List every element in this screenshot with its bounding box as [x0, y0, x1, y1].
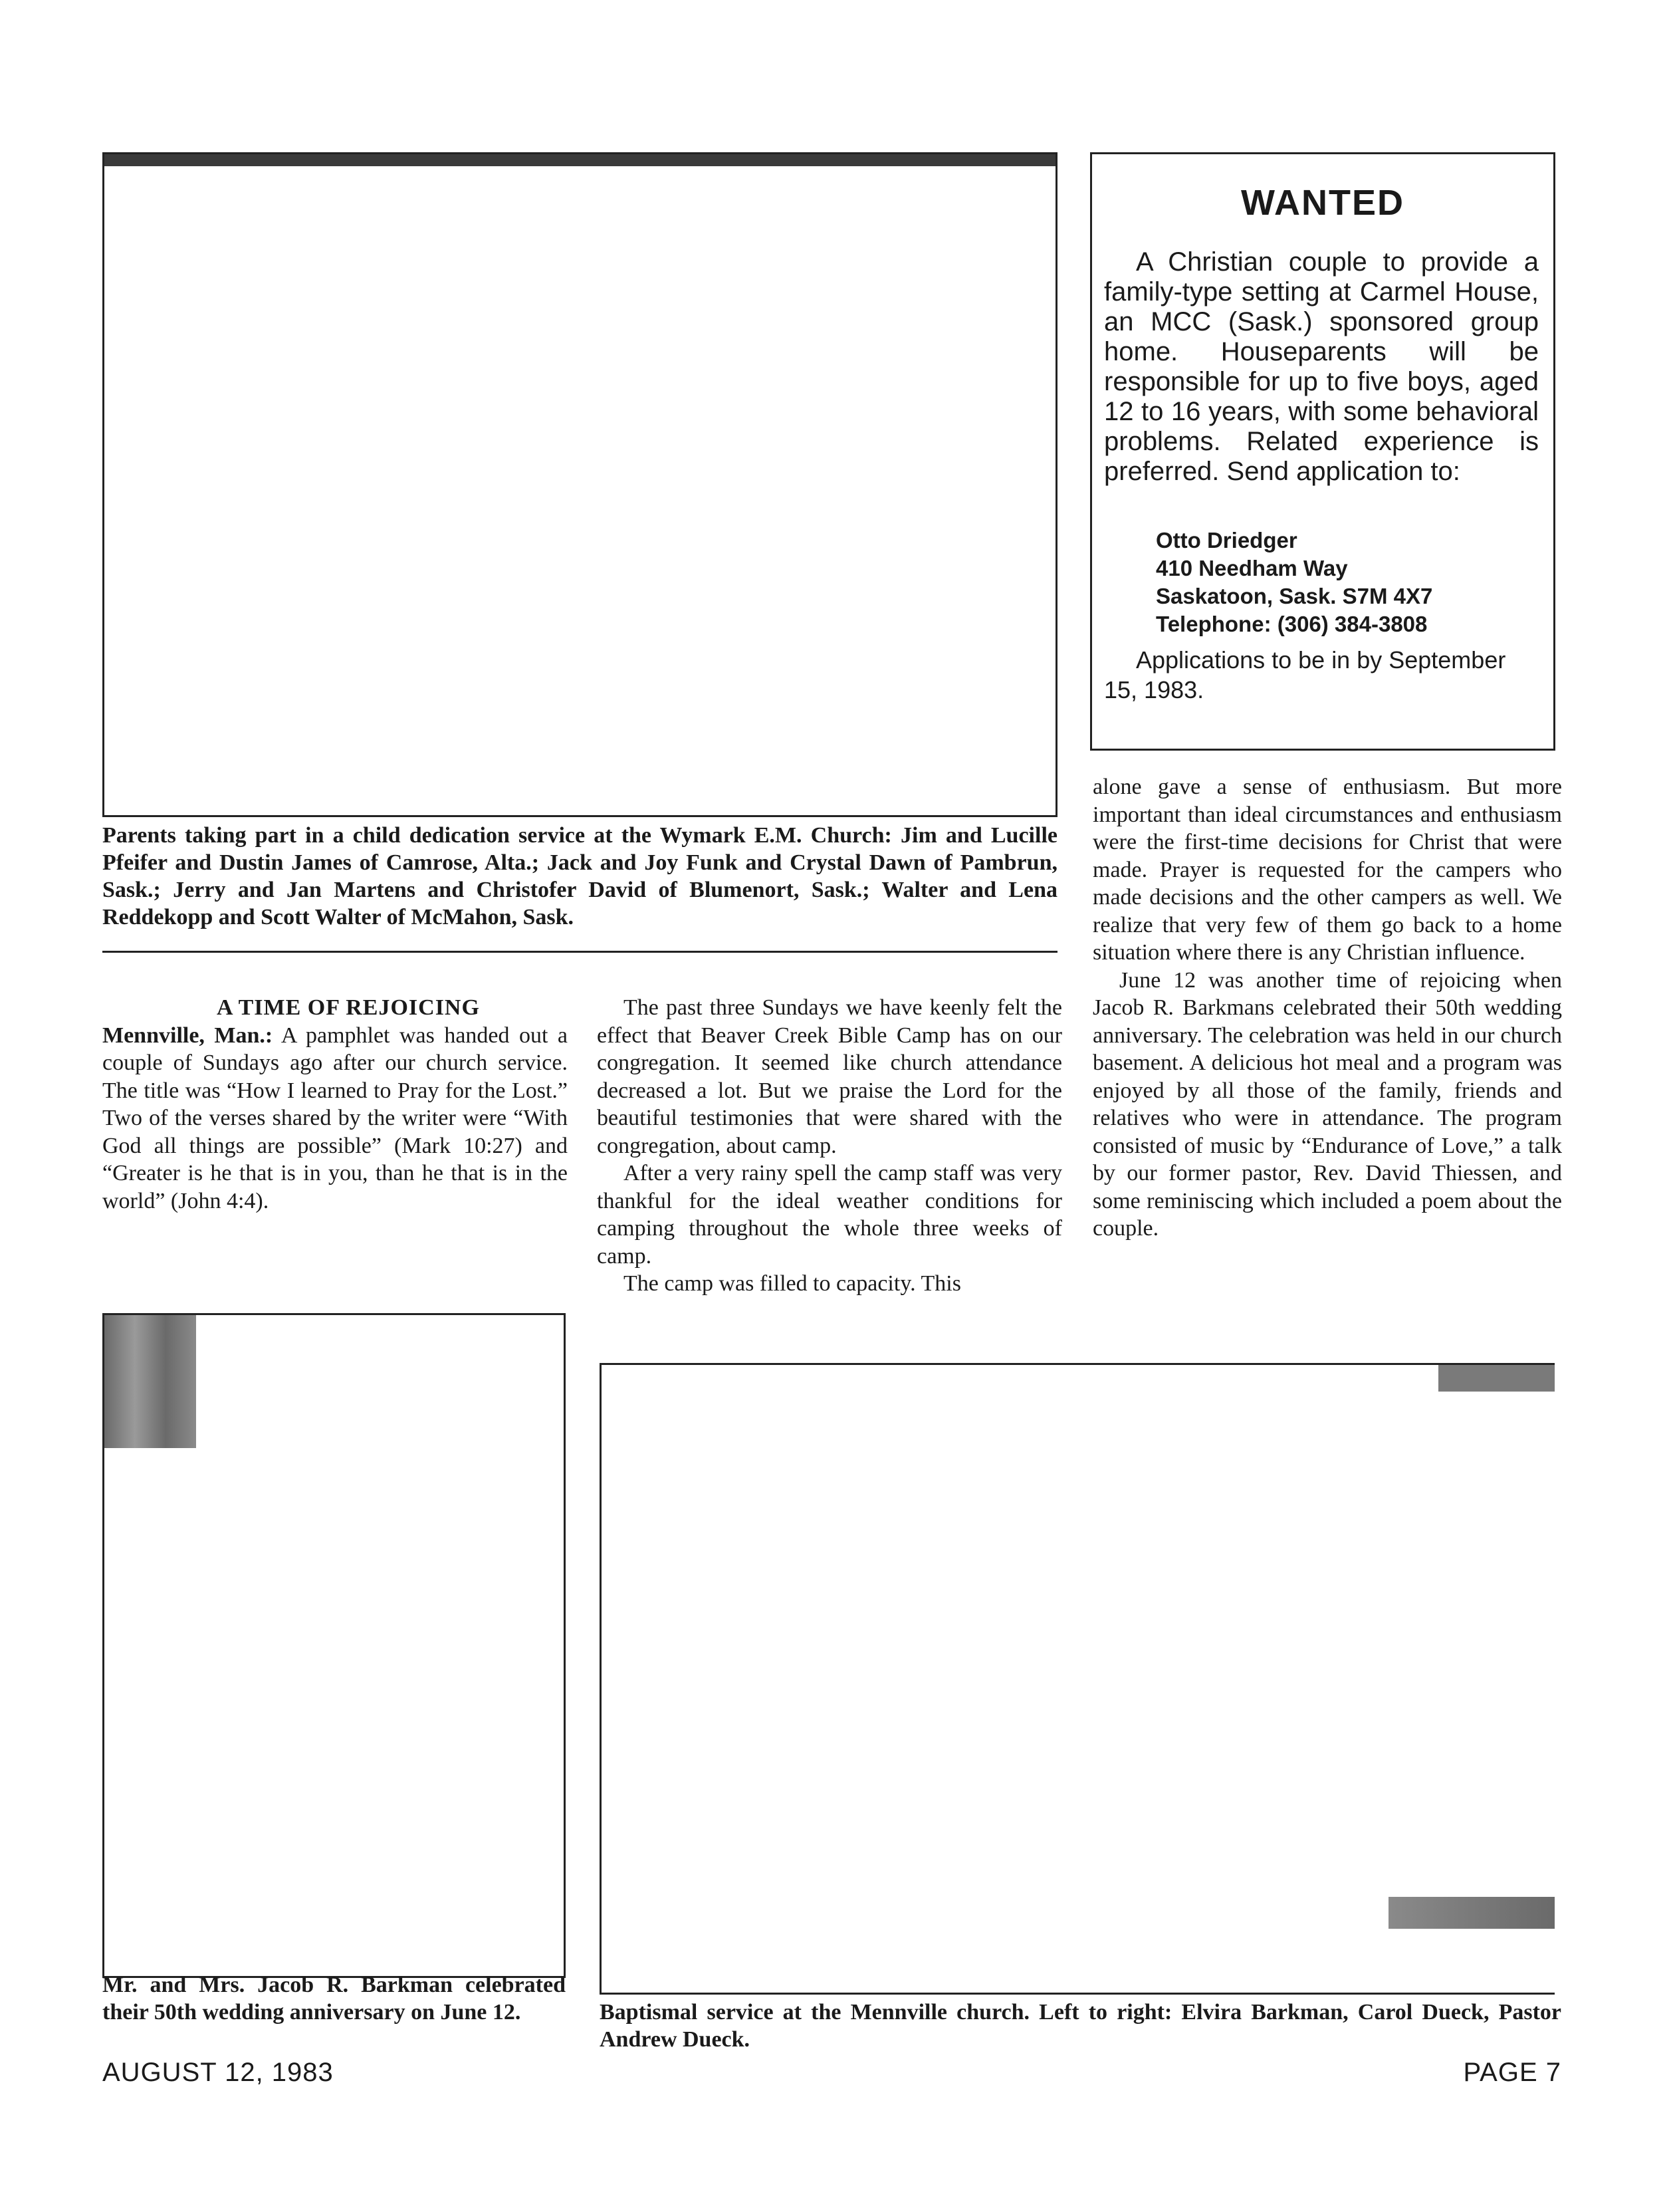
barkman-caption: Mr. and Mrs. Jacob R. Barkman celebrated their 50th wedding anniversary on June 12.	[102, 1973, 566, 2025]
article-column-2	[597, 994, 1062, 1298]
address-city: Saskatoon, Sask. S7M 4X7	[1156, 584, 1433, 608]
wanted-title: WANTED	[1241, 183, 1404, 223]
article-paragraph: alone gave a sense of enthusiasm. But more important than ideal circumstances and enthusiasm were the first-time decisions for Christ that were made. Prayer is requested for the campers who made decisions and the other campers as well. We realize that very few of them go back to a home situation where there is any Christian influence.	[1093, 775, 1562, 965]
dedication-photo	[102, 152, 1057, 817]
article-paragraph: After a very rainy spell the camp staff was very thankful for the ideal weather conditions for camping throughout the whole three weeks of camp.	[597, 1161, 1062, 1269]
dedication-caption: Parents taking part in a child dedication service at the Wymark E.M. Church: Jim and Lucille Pfeifer and Dustin James of Camrose, Alta.; Jack and Joy Funk and Crystal Dawn of Pambrun, Sask.; Jerry and Jan Martens and Christofer David of Blumenort, Sask.; Walter and Lena Reddekopp and Scott Walter of McMahon, Sask.	[102, 823, 1057, 929]
address-name: Otto Driedger	[1156, 528, 1297, 553]
wanted-deadline	[1104, 645, 1539, 705]
article-column-3	[1093, 773, 1562, 1243]
article-column-1	[102, 994, 568, 1215]
baptismal-photo	[600, 1363, 1555, 1995]
article-paragraph: The past three Sundays we have keenly felt the effect that Beaver Creek Bible Camp has on our congregation. It seemed like church attendance decreased a lot. But we praise the Lord for the beautiful testimonies that were shared with the congregation, about camp.	[597, 995, 1062, 1158]
footer-page-number: PAGE 7	[1463, 2058, 1561, 2087]
photo-edge	[104, 154, 1056, 166]
wanted-text: A Christian couple to provide a family-type setting at Carmel House, an MCC (Sask.) sponsored group home. Houseparents will be responsible for up to five boys, aged 12 to 16 years, with some behavioral problems. Related experience is preferred. Send application to:	[1104, 247, 1539, 486]
wanted-ad	[1090, 152, 1555, 751]
caption-divider	[102, 951, 1057, 953]
footer-date: AUGUST 12, 1983	[102, 2058, 334, 2087]
deadline-text: Applications to be in by September 15, 1983.	[1104, 646, 1506, 703]
address-street: 410 Needham Way	[1156, 556, 1348, 580]
wanted-address	[1156, 527, 1432, 638]
photo-edge	[104, 1315, 196, 1448]
article-paragraph: The camp was filled to capacity. This	[623, 1271, 961, 1296]
article-dateline: Mennville, Man.:	[102, 1023, 273, 1048]
photo-edge	[1438, 1365, 1555, 1392]
article-paragraph	[102, 1022, 568, 1215]
barkman-photo	[102, 1313, 566, 1978]
baptismal-caption: Baptismal service at the Mennville church. Left to right: Elvira Barkman, Carol Dueck, Pastor Andrew Dueck.	[600, 2000, 1561, 2052]
wanted-body	[1104, 247, 1539, 487]
article-paragraph: June 12 was another time of rejoicing when Jacob R. Barkmans celebrated their 50th wedding anniversary. The celebration was held in our church basement. A delicious hot meal and a program was enjoyed by all those of the family, friends and relatives who were in attendance. The program consisted of music by “Endurance of Love,” a talk by our former pastor, Rev. David Thiessen, and some reminiscing which included a poem about the couple.	[1093, 967, 1562, 1241]
address-phone: Telephone: (306) 384-3808	[1156, 612, 1428, 636]
photo-edge	[1389, 1897, 1555, 1929]
article-headline: A TIME OF REJOICING	[217, 995, 480, 1020]
article-text: A pamphlet was handed out a couple of Sundays ago after our church service. The title was “How I learned to Pray for the Lost.” Two of the verses shared by the writer were “With God all things are possible” (Mark 10:27) and “Greater is he that is in you, than he that is in the world” (John 4:4).	[102, 1023, 568, 1213]
